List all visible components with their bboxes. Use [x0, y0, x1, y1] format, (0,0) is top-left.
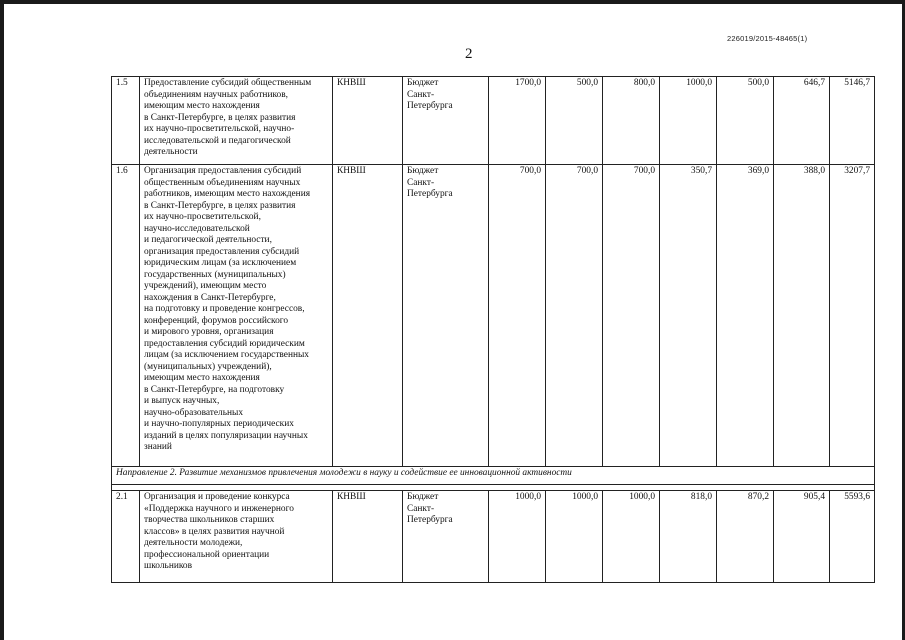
- program-activities-table: [111, 76, 875, 583]
- funding-value: 646,7: [774, 77, 830, 165]
- table-row: [112, 165, 875, 467]
- funding-value: 905,4: [774, 491, 830, 583]
- row-number: 2.1: [112, 491, 140, 583]
- funding-total: 5593,6: [830, 491, 875, 583]
- funding-value: 700,0: [603, 165, 660, 467]
- table-row: [112, 77, 875, 165]
- table-row: [112, 491, 875, 583]
- funding-value: 1000,0: [660, 77, 717, 165]
- funding-value: 369,0: [717, 165, 774, 467]
- section-heading-row: [112, 467, 875, 485]
- activity-description: Предоставление субсидий общественным объединениям научных работников, имеющим место нахождения в Санкт-Петербурге, в целях развития их научно-просветительской, научно- исследовательской и педагогической деятельности: [140, 77, 333, 165]
- funding-value: 350,7: [660, 165, 717, 467]
- document-registration-stamp: 226019/2015-48465(1): [727, 34, 808, 43]
- funding-total: 3207,7: [830, 165, 875, 467]
- funding-value: 700,0: [489, 165, 546, 467]
- funding-value: 800,0: [603, 77, 660, 165]
- funding-value: 500,0: [717, 77, 774, 165]
- funding-value: 1000,0: [489, 491, 546, 583]
- funding-value: 818,0: [660, 491, 717, 583]
- funding-value: 1000,0: [546, 491, 603, 583]
- funding-value: 500,0: [546, 77, 603, 165]
- executor: КНВШ: [333, 165, 403, 467]
- row-number: 1.6: [112, 165, 140, 467]
- funding-source: Бюджет Санкт- Петербурга: [403, 165, 489, 467]
- funding-value: 388,0: [774, 165, 830, 467]
- scan-border-top: [0, 0, 905, 4]
- page-number: 2: [465, 46, 473, 62]
- executor: КНВШ: [333, 491, 403, 583]
- row-number: 1.5: [112, 77, 140, 165]
- funding-value: 700,0: [546, 165, 603, 467]
- funding-total: 5146,7: [830, 77, 875, 165]
- funding-value: 1700,0: [489, 77, 546, 165]
- funding-source: Бюджет Санкт- Петербурга: [403, 77, 489, 165]
- funding-value: 870,2: [717, 491, 774, 583]
- section-heading: Направление 2. Развитие механизмов привлечения молодежи в науку и содействие ее инновационной активности: [112, 467, 875, 485]
- activity-description: Организация предоставления субсидий общественным объединениям научных работников, имеющим место нахождения в Санкт-Петербурге, в целях развития их научно-просветительской, научно-исследовательской и педагогической деятельности, организация предоставления субсидий юридическим лицам (за исключением государственных (муниципальных) учреждений), имеющим место нахождения в Санкт-Петербурге, на подготовку и проведение конгрессов, конференций, форумов российского и мирового уровня, организация предоставления субсидий юридическим лицам (за исключением государственных (муниципальных) учреждений), имеющим место нахождения в Санкт-Петербурге, на подготовку и выпуск научных, научно-образовательных и научно-популярных периодических изданий в целях популяризации научных знаний: [140, 165, 333, 467]
- activity-description: Организация и проведение конкурса «Поддержка научного и инженерного творчества школьников старших классов» в целях развития научной деятельности молодежи, профессиональной ориентации школьников: [140, 491, 333, 583]
- funding-value: 1000,0: [603, 491, 660, 583]
- executor: КНВШ: [333, 77, 403, 165]
- scan-border-left: [0, 0, 4, 640]
- funding-source: Бюджет Санкт- Петербурга: [403, 491, 489, 583]
